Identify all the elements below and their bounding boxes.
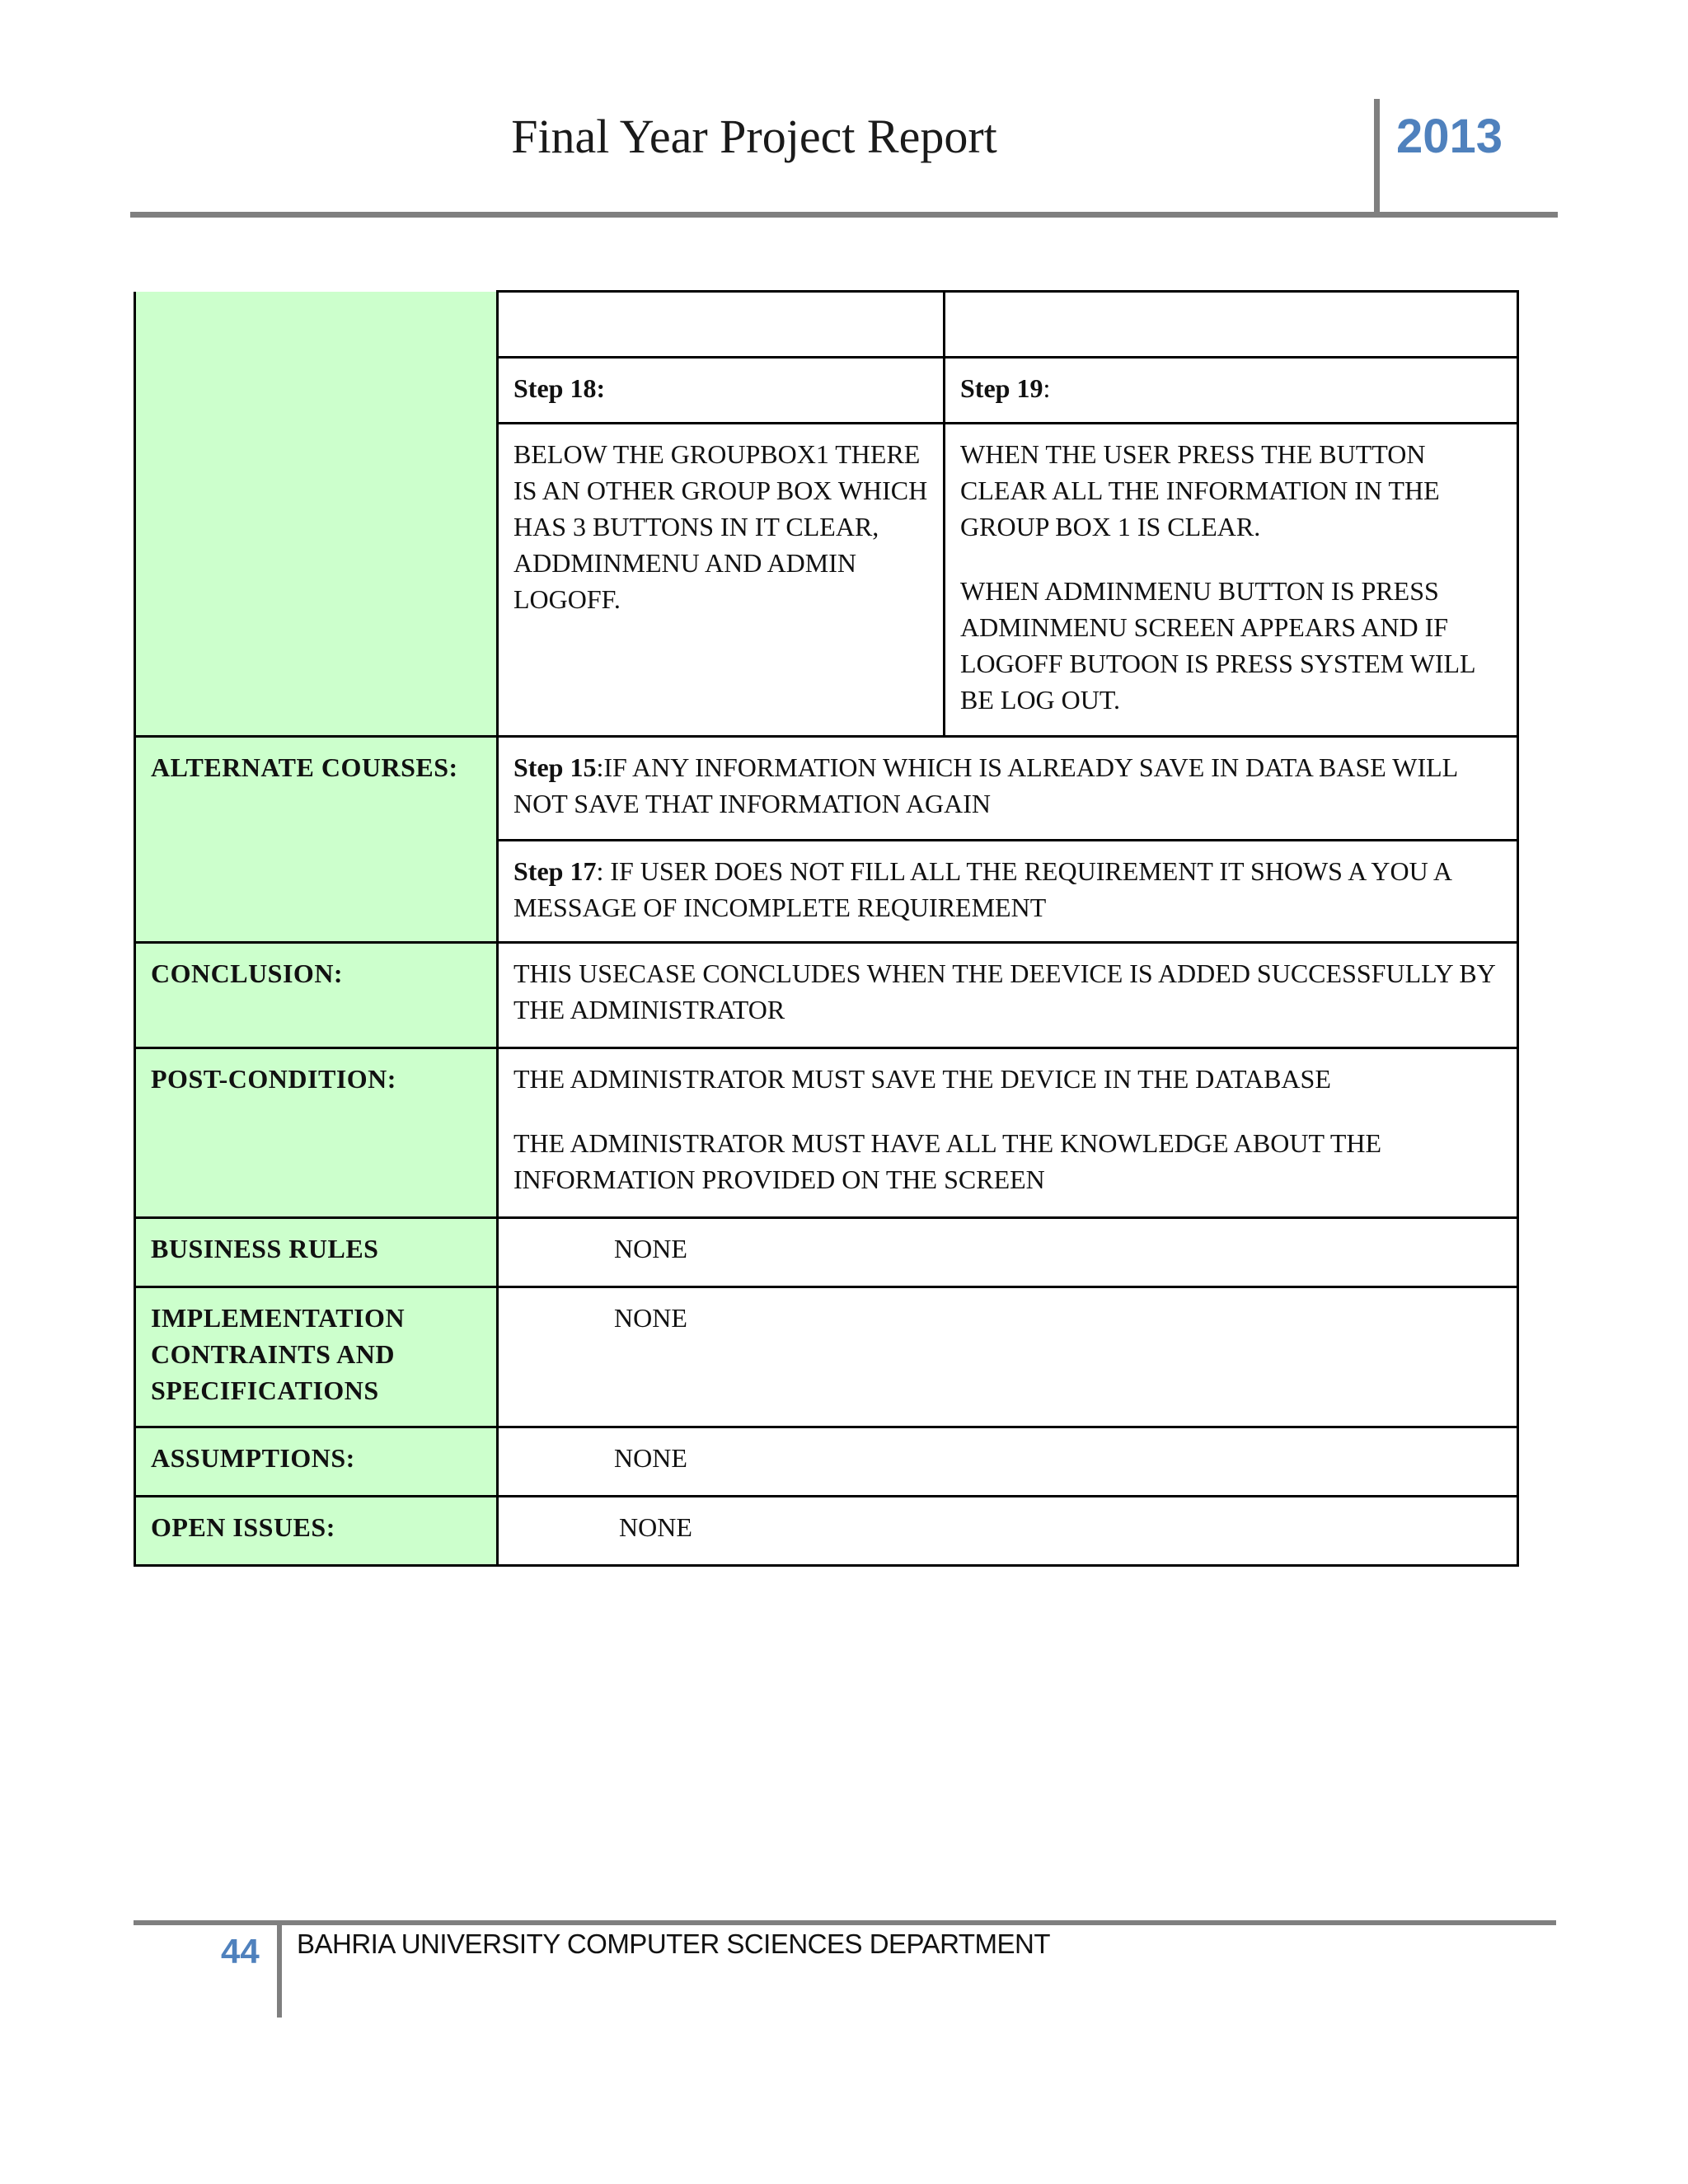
empty-cell-right	[945, 292, 1518, 358]
business-rules-label: BUSINESS RULES	[135, 1218, 498, 1287]
step18-text: BELOW THE GROUPBOX1 THERE IS AN OTHER GROUP BOX WHICH HAS 3 BUTTONS IN IT CLEAR, ADDMINMENU AND ADMIN LOGOFF.	[513, 439, 928, 614]
conclusion-label: CONCLUSION:	[135, 943, 498, 1048]
step17-label: Step 17	[513, 856, 597, 886]
step19-text-2: WHEN ADMINMENU BUTTON IS PRESS ADMINMENU SCREEN APPEARS AND IF LOGOFF BUTOON IS PRESS SYSTEM WILL BE LOG OUT.	[960, 576, 1475, 715]
step15-cell	[498, 737, 1518, 841]
table-row	[135, 292, 1518, 358]
page-number: 44	[221, 1932, 260, 1971]
step19-colon: :	[1043, 373, 1051, 403]
implementation-text: NONE	[498, 1287, 1518, 1427]
table-row	[135, 737, 1518, 841]
step19-label: Step 19	[960, 373, 1043, 403]
use-case-table	[134, 290, 1519, 1567]
step17-cell	[498, 841, 1518, 943]
step15-text: :IF ANY INFORMATION WHICH IS ALREADY SAVE IN DATA BASE WILL NOT SAVE THAT INFORMATION AGAIN	[513, 752, 1458, 818]
business-rules-text: NONE	[498, 1218, 1518, 1287]
footer-department: BAHRIA UNIVERSITY COMPUTER SCIENCES DEPARTMENT	[297, 1929, 1050, 1959]
alternate-courses-label: ALTERNATE COURSES:	[135, 737, 498, 943]
assumptions-label: ASSUMPTIONS:	[135, 1427, 498, 1497]
step15-label: Step 15	[513, 752, 597, 782]
implementation-label: IMPLEMENTATION CONTRAINTS AND SPECIFICATIONS	[135, 1287, 498, 1427]
table-row	[135, 1048, 1518, 1218]
step18-header-cell	[498, 358, 945, 424]
step18-text-cell	[498, 424, 945, 737]
step17-text: : IF USER DOES NOT FILL ALL THE REQUIREMENT IT SHOWS A YOU A MESSAGE OF INCOMPLETE REQUIREMENT	[513, 856, 1451, 922]
step18-label: Step 18:	[513, 373, 606, 403]
steps-label-cell	[135, 292, 498, 737]
open-issues-text: NONE	[498, 1497, 1518, 1566]
page-header-title: Final Year Project Report	[511, 110, 997, 163]
assumptions-text: NONE	[498, 1427, 1518, 1497]
conclusion-text: THIS USECASE CONCLUDES WHEN THE DEEVICE IS ADDED SUCCESSFULLY BY THE ADMINISTRATOR	[498, 943, 1518, 1048]
step19-header-cell	[945, 358, 1518, 424]
empty-cell-left	[498, 292, 945, 358]
post-condition-cell	[498, 1048, 1518, 1218]
header-rule	[130, 212, 1558, 218]
post-condition-text-2: THE ADMINISTRATOR MUST HAVE ALL THE KNOWLEDGE ABOUT THE INFORMATION PROVIDED ON THE SCREEN	[513, 1128, 1382, 1194]
table-row	[135, 1497, 1518, 1566]
table-row	[135, 943, 1518, 1048]
table-row	[135, 1287, 1518, 1427]
post-condition-label: POST-CONDITION:	[135, 1048, 498, 1218]
footer-divider	[277, 1924, 282, 2018]
footer-rule	[134, 1920, 1556, 1925]
table-row	[135, 1218, 1518, 1287]
post-condition-text-1: THE ADMINISTRATOR MUST SAVE THE DEVICE IN THE DATABASE	[513, 1064, 1331, 1094]
table-row	[135, 1427, 1518, 1497]
step19-text-cell	[945, 424, 1518, 737]
header-divider	[1374, 99, 1380, 216]
open-issues-label: OPEN ISSUES:	[135, 1497, 498, 1566]
header-year: 2013	[1396, 110, 1503, 163]
step19-text-1: WHEN THE USER PRESS THE BUTTON CLEAR ALL THE INFORMATION IN THE GROUP BOX 1 IS CLEAR.	[960, 439, 1440, 541]
